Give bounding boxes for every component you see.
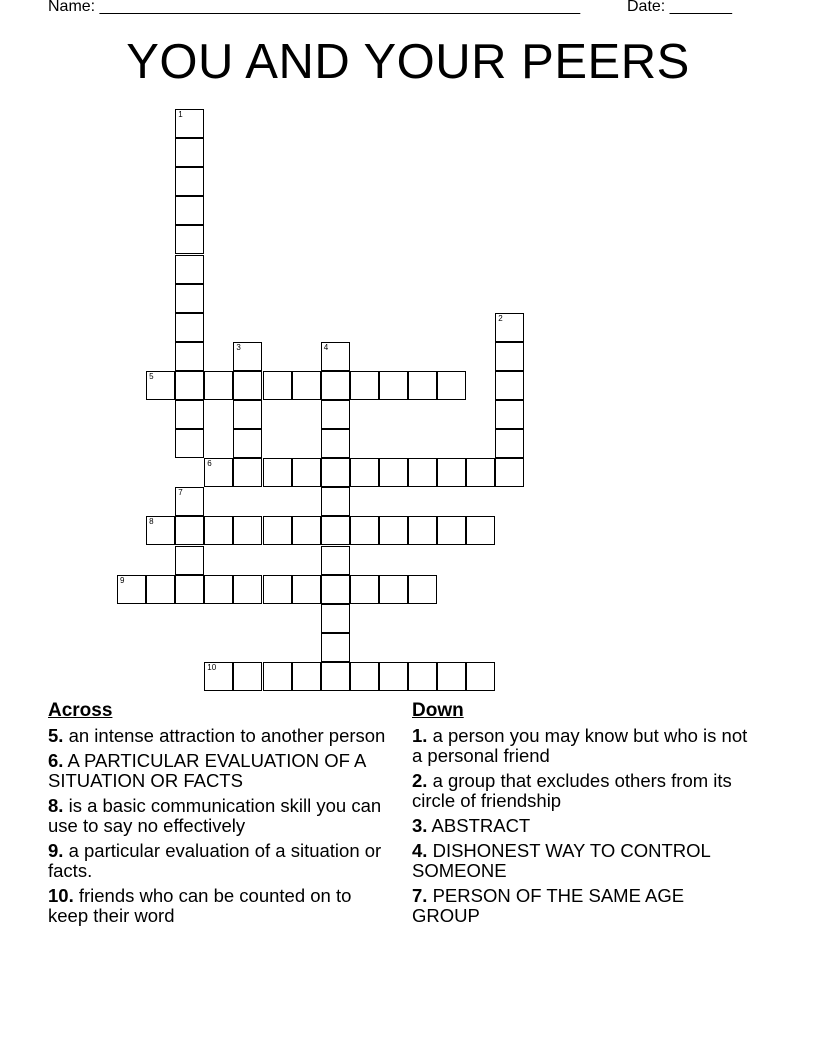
- clue-across-9: [48, 841, 388, 881]
- clue-number-label: 2: [498, 313, 503, 323]
- grid-cell[interactable]: [233, 458, 262, 487]
- grid-cell[interactable]: [204, 371, 233, 400]
- grid-cell[interactable]: [321, 604, 350, 633]
- grid-cell[interactable]: [175, 138, 204, 167]
- grid-cell[interactable]: [379, 458, 408, 487]
- clue-down-4: [412, 841, 752, 881]
- clue-number-label: 4: [323, 342, 329, 352]
- grid-cell[interactable]: [175, 487, 204, 516]
- grid-cell[interactable]: [495, 371, 524, 400]
- clue-number: 9.: [48, 840, 64, 861]
- clue-text: A PARTICULAR EVALUATION OF A SITUATION OR FACTS: [48, 750, 366, 791]
- grid-cell[interactable]: [233, 575, 262, 604]
- grid-cell[interactable]: [408, 575, 437, 604]
- clue-text: friends who can be counted on to keep their word: [48, 885, 352, 926]
- grid-cell[interactable]: [204, 516, 233, 545]
- grid-cell[interactable]: [350, 575, 379, 604]
- clue-number: 10.: [48, 885, 74, 906]
- grid-cell[interactable]: [175, 196, 204, 225]
- grid-cell[interactable]: [233, 400, 262, 429]
- grid-cell[interactable]: [321, 487, 350, 516]
- grid-cell[interactable]: [292, 458, 321, 487]
- grid-cell[interactable]: [437, 662, 466, 691]
- clue-across-6: [48, 751, 388, 791]
- clue-number-label: 10: [207, 662, 217, 672]
- grid-cell[interactable]: [175, 546, 204, 575]
- grid-cell[interactable]: [350, 371, 379, 400]
- clue-number: 8.: [48, 795, 64, 816]
- grid-cell[interactable]: [495, 429, 524, 458]
- grid-cell[interactable]: [408, 371, 437, 400]
- clue-number-label: 8: [149, 517, 154, 527]
- across-heading: Across: [48, 700, 113, 721]
- grid-cell[interactable]: [321, 458, 350, 487]
- clue-number-label: 9: [120, 575, 125, 585]
- clue-down-2: [412, 771, 752, 811]
- clue-text: a person you may know but who is not a personal friend: [412, 725, 748, 766]
- clue-number-label: 6: [207, 459, 212, 469]
- clue-across-8: [48, 796, 388, 836]
- grid-cell[interactable]: [408, 662, 437, 691]
- grid-cell[interactable]: [175, 342, 204, 371]
- grid-cell[interactable]: [204, 458, 233, 487]
- clue-number-label: 5: [149, 371, 154, 381]
- clue-number: 1.: [412, 725, 428, 746]
- down-heading: Down: [412, 700, 464, 721]
- clue-number: 5.: [48, 725, 64, 746]
- grid-cell[interactable]: [292, 371, 321, 400]
- clue-text: an intense attraction to another person: [63, 725, 386, 746]
- page-title: YOU AND YOUR PEERS: [126, 35, 690, 89]
- grid-cell[interactable]: [292, 516, 321, 545]
- grid-cell[interactable]: [379, 662, 408, 691]
- grid-cell[interactable]: [263, 662, 292, 691]
- clue-down-1: [412, 726, 752, 766]
- grid-cell[interactable]: [233, 662, 262, 691]
- grid-cell[interactable]: [321, 342, 350, 371]
- across-clues: [48, 701, 388, 931]
- grid-cell[interactable]: [175, 429, 204, 458]
- grid-cell[interactable]: [175, 109, 204, 138]
- grid-cell[interactable]: [204, 575, 233, 604]
- grid-cell[interactable]: [350, 662, 379, 691]
- grid-cell[interactable]: [321, 633, 350, 662]
- grid-cell[interactable]: [321, 575, 350, 604]
- grid-cell[interactable]: [321, 400, 350, 429]
- grid-cell[interactable]: [175, 371, 204, 400]
- grid-cell[interactable]: [437, 371, 466, 400]
- grid-cell[interactable]: [321, 371, 350, 400]
- grid-cell[interactable]: [466, 458, 495, 487]
- grid-cell[interactable]: [233, 371, 262, 400]
- clue-text: ABSTRACT: [427, 815, 531, 836]
- date-line[interactable]: Date: _______: [627, 0, 732, 15]
- grid-cell[interactable]: [321, 546, 350, 575]
- clue-text: is a basic communication skill you can use to say no effectively: [48, 795, 382, 836]
- grid-cell[interactable]: [321, 516, 350, 545]
- grid-cell[interactable]: [495, 400, 524, 429]
- grid-cell[interactable]: [146, 516, 175, 545]
- clue-text: a particular evaluation of a situation or facts.: [48, 840, 382, 881]
- clue-number: 4.: [412, 840, 428, 861]
- clue-text: PERSON OF THE SAME AGE GROUP: [412, 885, 685, 926]
- clue-number: 6.: [48, 750, 64, 771]
- grid-cell[interactable]: [175, 284, 204, 313]
- name-line[interactable]: Name: ______________________________________________________: [48, 0, 581, 15]
- grid-cell[interactable]: [408, 516, 437, 545]
- grid-cell[interactable]: [379, 575, 408, 604]
- clue-text: DISHONEST WAY TO CONTROL SOMEONE: [412, 840, 711, 881]
- grid-cell[interactable]: [408, 458, 437, 487]
- clue-number-label: 3: [236, 342, 241, 352]
- grid-cell[interactable]: [495, 313, 524, 342]
- down-clues: [412, 701, 752, 931]
- grid-cell[interactable]: [175, 516, 204, 545]
- grid-cell[interactable]: [117, 575, 146, 604]
- grid-cell[interactable]: [495, 342, 524, 371]
- grid-cell[interactable]: [175, 575, 204, 604]
- clue-down-7: [412, 886, 752, 926]
- grid-cell[interactable]: [437, 458, 466, 487]
- grid-cell[interactable]: [350, 516, 379, 545]
- grid-cell[interactable]: [175, 313, 204, 342]
- clue-text: a group that excludes others from its circle of friendship: [412, 770, 732, 811]
- grid-cell[interactable]: [495, 458, 524, 487]
- grid-cell[interactable]: [175, 167, 204, 196]
- grid-cell[interactable]: [350, 458, 379, 487]
- grid-cell[interactable]: [263, 371, 292, 400]
- grid-cell[interactable]: [204, 662, 233, 691]
- grid-cell[interactable]: [175, 225, 204, 254]
- clue-number-label: 1: [178, 110, 183, 119]
- clue-number: 2.: [412, 770, 428, 791]
- clue-number: 7.: [412, 885, 428, 906]
- grid-cell[interactable]: [263, 516, 292, 545]
- grid-cell[interactable]: [466, 662, 495, 691]
- grid-cell[interactable]: [466, 516, 495, 545]
- grid-cell[interactable]: [233, 516, 262, 545]
- grid-cell[interactable]: [175, 400, 204, 429]
- grid-cell[interactable]: [292, 575, 321, 604]
- grid-cell[interactable]: [146, 371, 175, 400]
- clue-number: 3.: [412, 815, 428, 836]
- clue-across-10: [48, 886, 388, 926]
- grid-cell[interactable]: [321, 662, 350, 691]
- grid-cell[interactable]: [233, 342, 262, 371]
- grid-cell[interactable]: [379, 371, 408, 400]
- grid-cell[interactable]: [175, 255, 204, 284]
- clue-number-label: 7: [178, 488, 183, 498]
- clue-down-3: [412, 816, 752, 836]
- grid-cell[interactable]: [263, 458, 292, 487]
- grid-cell[interactable]: [321, 429, 350, 458]
- grid-cell[interactable]: [263, 575, 292, 604]
- clue-across-5: [48, 726, 388, 746]
- grid-cell[interactable]: [379, 516, 408, 545]
- grid-cell[interactable]: [233, 429, 262, 458]
- grid-cell[interactable]: [437, 516, 466, 545]
- grid-cell[interactable]: [146, 575, 175, 604]
- grid-cell[interactable]: [292, 662, 321, 691]
